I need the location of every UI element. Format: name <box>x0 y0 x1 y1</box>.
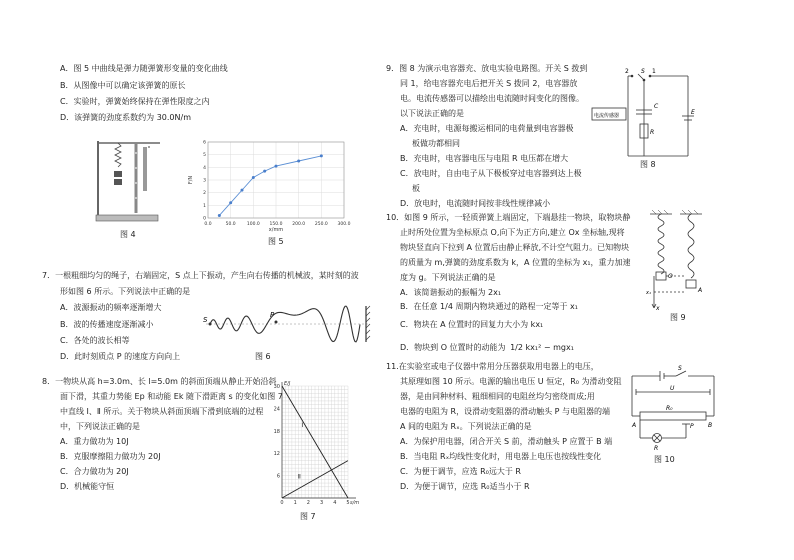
question-9-stem-line-4: 以下说法正确的是 <box>400 109 464 118</box>
question-11-stem-line-2: 其原理如图 10 所示。电源的输出电压 U 恒定，R₀ 为滑动变阻 <box>400 377 622 386</box>
question-8-option-c: C．合力做功为 20J <box>60 467 129 476</box>
figure-7-caption: 图 7 <box>300 512 316 521</box>
y-tick-label: 24 <box>273 406 280 413</box>
x-tick-label: 250.0 <box>314 222 328 227</box>
y-tick-label: 0 <box>203 216 206 222</box>
figure-4-caption: 图 4 <box>120 230 136 239</box>
question-8-stem-line-2: 面下滑，其重力势能 Ep 和动能 Ek 随下滑距离 s 的变化如图 7 <box>60 392 283 401</box>
y-tick-label: 6 <box>276 473 280 480</box>
question-9-stem-line-1: 9．图 8 为演示电容器充、放电实验电路图。开关 S 拨到 <box>386 64 588 73</box>
resistor-r-label: R <box>650 129 655 136</box>
y-axis-label: F/N <box>188 175 194 185</box>
end-b-label: B <box>708 422 713 429</box>
x-tick-label: 200.0 <box>292 222 306 227</box>
x-tick-label: 2 <box>306 500 310 506</box>
question-10-stem-line-2: 止时所处位置为坐标原点 O,向下为正方向,建立 Ox 坐标轴,现将 <box>400 228 625 237</box>
data-point <box>263 170 266 173</box>
figure-6-caption: 图 6 <box>255 352 271 361</box>
x-tick-label: 300.0 <box>337 222 351 227</box>
x-tick-label: 150.0 <box>269 222 283 227</box>
question-11-option-a: A．为保护用电器，闭合开关 S 前，滑动触头 P 应置于 B 端 <box>400 437 613 446</box>
figure-5-caption: 图 5 <box>268 237 284 246</box>
rheostat-r0-label: R₀ <box>666 405 673 412</box>
y-tick-label: 4 <box>203 165 206 171</box>
figure-4-spring-apparatus <box>88 133 168 228</box>
x-axis-label: x/mm <box>268 227 284 233</box>
x-axis-label: x <box>656 305 660 312</box>
question-11-option-d: D．为便于调节，应选 R₀适当小于 R <box>400 482 530 491</box>
switch-position-1-label: 1 <box>652 68 656 75</box>
data-point <box>229 201 232 204</box>
origin-o-label: O <box>668 273 673 280</box>
y-tick-label: 18 <box>273 428 280 435</box>
y-tick-label: 2 <box>203 191 206 197</box>
question-8-option-d: D．机械能守恒 <box>60 482 115 491</box>
data-point <box>241 189 244 192</box>
figure-9-caption: 图 9 <box>670 313 686 322</box>
slider-p-label: P <box>690 423 694 430</box>
y-axis-label: E/J <box>284 381 291 387</box>
x-tick-label: 0 <box>280 500 284 506</box>
question-7-stem-line-2: 形如图 6 所示。下列说法中正确的是 <box>60 287 191 296</box>
question-10-option-a: A．该简谐振动的振幅为 2x₁ <box>400 288 502 297</box>
y-tick-label: 6 <box>203 140 206 146</box>
question-10-stem-line-5: 度为 g。下列说法正确的是 <box>400 273 496 282</box>
question-8-stem-line-3: 中直线 Ⅰ、Ⅱ 所示。关于物块从斜面顶端下滑到底端的过程 <box>60 407 264 416</box>
switch-position-2-label: 2 <box>625 68 629 75</box>
question-9-option-c-line-1: C．放电时，自由电子从下极板穿过电容器到达上极 <box>400 169 582 178</box>
data-point <box>218 214 221 217</box>
question-8-stem-line-4: 中，下列说法正确的是 <box>60 422 140 431</box>
figure-10-divider-circuit <box>626 362 722 454</box>
x-tick-label: 50.0 <box>225 222 236 227</box>
question-11-stem-line-5: A 间的电阻为 Rₓ。下列说法正确的是 <box>400 422 532 431</box>
question-10-stem-line-4: 的质量为 m,弹簧的劲度系数为 k，A 位置的坐标为 x₁，重力加速 <box>400 258 631 267</box>
question-11-option-c: C．为便于调节，应选 R₀远大于 R <box>400 467 521 476</box>
option-b-top: B．从图像中可以确定该弹簧的原长 <box>60 81 186 90</box>
question-9-option-d: D．放电时，电流随时间按非线性规律减小 <box>400 199 551 208</box>
question-8-option-a: A．重力做功为 10J <box>60 437 129 446</box>
question-11-option-b: B．当电阻 Rₓ均线性变化时，用电器上电压也按线性变化 <box>400 452 602 461</box>
question-7-option-d: D．此时刻质点 P 的速度方向向上 <box>60 352 181 361</box>
x-tick-label: 3 <box>320 500 324 506</box>
wave-point-p-label: P <box>270 311 275 319</box>
question-9-stem-line-3: 电。电流传感器可以描绘出电流随时间变化的图像。 <box>400 94 584 103</box>
switch-s-label: S <box>641 68 645 75</box>
question-10-fraction: 1/2 <box>510 343 523 352</box>
x-axis-label: s/m <box>350 500 360 506</box>
question-10-option-d-text: D．物块到 O 位置时的动能为 <box>400 343 506 352</box>
load-r-label: R <box>654 445 659 452</box>
option-c-top: C．实验时，弹簧始终保持在弹性限度之内 <box>60 97 210 106</box>
question-10-option-d <box>400 343 574 353</box>
x-tick-label: 5 <box>346 500 350 506</box>
switch-s-label: S <box>678 365 682 372</box>
question-7-option-a: A．波源振动的频率逐渐增大 <box>60 303 162 312</box>
x-tick-label: 4 <box>333 500 337 506</box>
data-point <box>252 176 255 179</box>
wave-source-label: S <box>203 316 208 324</box>
figure-5-chart <box>186 136 356 234</box>
x-tick-label: 100.0 <box>246 222 260 227</box>
data-point <box>320 154 323 157</box>
battery-e-label: E <box>691 109 695 116</box>
current-sensor-label: 电流传感器 <box>594 113 620 119</box>
figure-8-circuit <box>588 68 700 166</box>
y-tick-label: 12 <box>273 451 280 458</box>
figure-8-caption: 图 8 <box>640 160 656 169</box>
series-1-label: Ⅰ <box>301 422 304 430</box>
figure-6-wave <box>200 298 375 358</box>
question-10-option-c: C．物块在 A 位置时的回复力大小为 kx₁ <box>400 320 544 329</box>
question-9-stem-line-2: 同 1，给电容器充电后把开关 S 拨同 2，电容器放 <box>400 79 578 88</box>
x-tick-label: 0.0 <box>204 222 212 227</box>
y-tick-label: 30 <box>273 384 280 390</box>
question-9-option-b: B．充电时，电容器电压与电阻 R 电压都在增大 <box>400 154 569 163</box>
question-9-option-a-line-1: A．充电时，电源每搬运相同的电荷量到电容器极 <box>400 124 574 133</box>
figure-9-spring-system <box>646 210 706 312</box>
x-tick-label: 1 <box>293 500 297 506</box>
data-line <box>219 156 321 216</box>
option-a-top: A．图 5 中曲线是弹力随弹簧形变量的变化曲线 <box>60 64 228 73</box>
question-10-stem-line-1: 10．如图 9 所示，一轻质弹簧上端固定，下端悬挂一物块，取物块静 <box>386 213 631 222</box>
y-tick-label: 5 <box>203 153 206 159</box>
question-7-option-c: C．各处的波长相等 <box>60 336 130 345</box>
y-tick-label: 3 <box>203 178 206 184</box>
end-a-label: A <box>632 422 637 429</box>
data-point <box>275 165 278 168</box>
question-10-option-b: B．在任意 1/4 周期内物块通过的路程一定等于 x₁ <box>400 302 578 311</box>
capacitor-c-label: C <box>654 103 659 110</box>
option-d-top: D．该弹簧的劲度系数约为 30.0N/m <box>60 113 191 122</box>
question-11-stem-line-4: 电器的电阻为 R，设滑动变阻器的滑动触头 P 与电阻器的端 <box>400 407 611 416</box>
data-point <box>297 160 300 163</box>
position-x1-label: x₁ <box>646 290 651 296</box>
question-10-stem-line-3: 物块竖直向下拉到 A 位置后由静止释放,不计空气阻力。已知物块 <box>400 243 630 252</box>
series-2-label: Ⅱ <box>297 473 301 481</box>
question-10-formula: kx₁² − mgx₁ <box>525 343 574 352</box>
figure-10-caption: 图 10 <box>654 455 675 464</box>
figure-7-chart <box>266 378 366 514</box>
position-a-label: A <box>698 287 703 294</box>
question-11-stem-line-3: 器，是由同种材料、粗细相同的电阻丝均匀密绕而成;用 <box>400 392 595 401</box>
y-tick-label: 1 <box>203 203 206 209</box>
question-9-option-c-line-2: 板 <box>412 184 420 193</box>
question-7-option-b: B．波的传播速度逐渐减小 <box>60 320 154 329</box>
question-8-stem-line-1: 8．一物块从高 h=3.0m、长 l=5.0m 的斜面顶端从静止开始沿斜 <box>42 377 277 386</box>
voltage-u-label: U <box>670 385 675 392</box>
question-9-option-a-line-2: 板做功都相同 <box>412 139 460 148</box>
question-7-stem-line-1: 7．一根粗细均匀的绳子，右端固定，S 点上下振动，产生向右传播的机械波，某时刻的波 <box>42 271 359 280</box>
question-11-stem-line-1: 11.在实验室或电子仪器中常用分压器获取用电器上的电压， <box>386 362 599 371</box>
question-8-option-b: B．克服摩擦阻力做功为 20J <box>60 452 161 461</box>
